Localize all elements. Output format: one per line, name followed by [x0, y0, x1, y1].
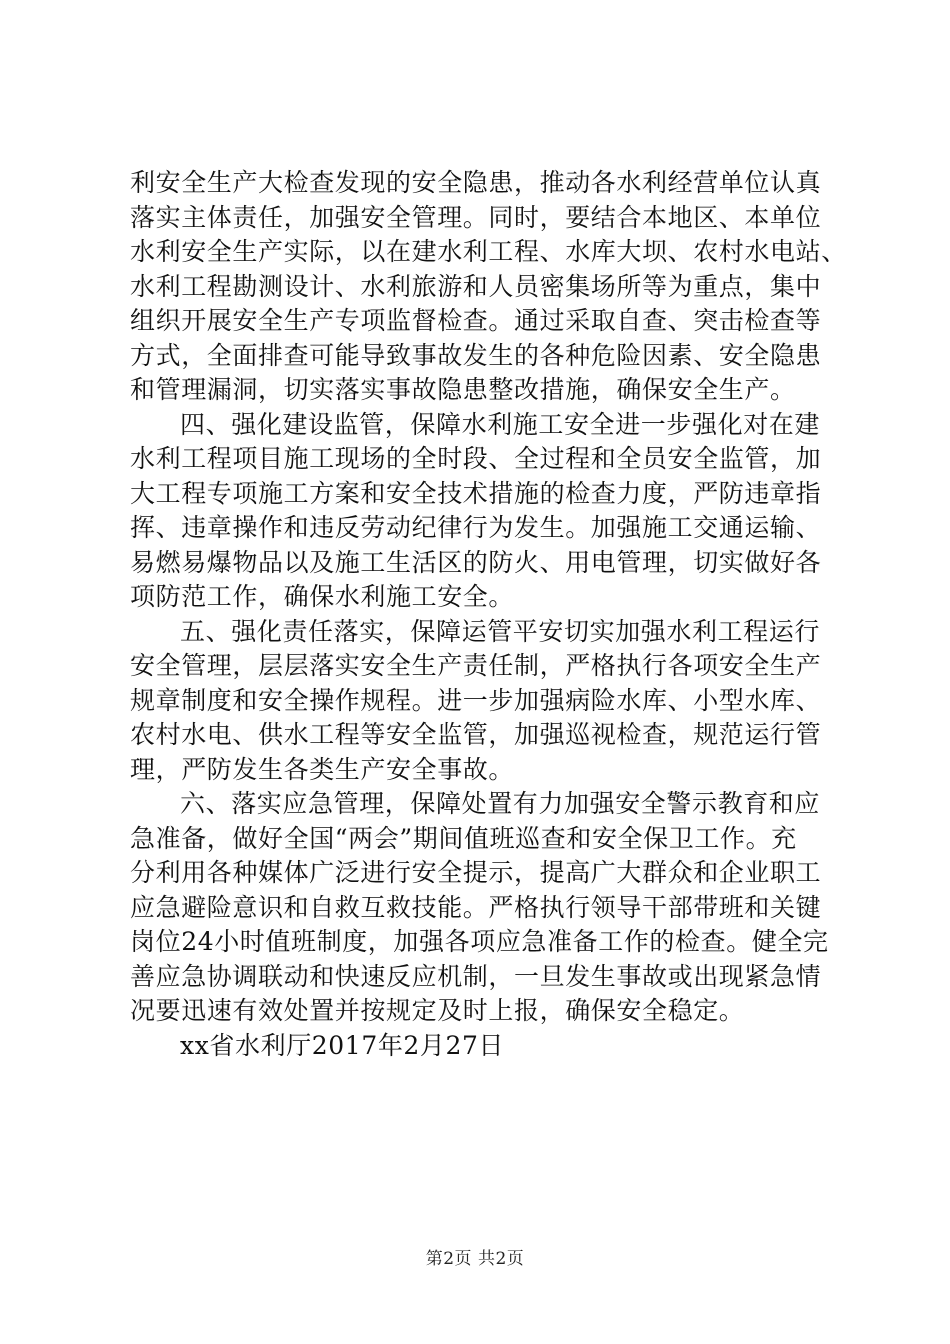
body-line: 况要迅速有效处置并按规定及时上报，确保安全稳定。 — [130, 996, 745, 1025]
body-line: 理，严防发生各类生产安全事故。 — [130, 754, 515, 784]
body-line: 组织开展安全生产专项监督检查。通过采取自查、突击检查等 — [130, 306, 822, 335]
body-line: 规章制度和安全操作规程。进一步加强病险水库、小型水库、 — [130, 685, 822, 715]
body-line: 水利工程勘测设计、水利旅游和人员密集场所等为重点，集中 — [130, 271, 822, 301]
body-line: 善应急协调联动和快速反应机制，一旦发生事故或出现紧急情 — [130, 961, 822, 991]
body-line: 挥、违章操作和违反劳动纪律行为发生。加强施工交通运输、 — [130, 513, 822, 542]
body-line: 应急避险意识和自救互救技能。严格执行领导干部带班和关键 — [130, 892, 822, 922]
body-line: 落实主体责任，加强安全管理。同时，要结合本地区、本单位 — [130, 202, 822, 232]
section-five-heading-line: 五、强化责任落实，保障运管平安切实加强水利工程运行 — [180, 616, 821, 646]
signature-date-line: xx省水利厅2017年2月27日 — [180, 1030, 505, 1060]
body-line: 水利安全生产实际，以在建水利工程、水库大坝、农村水电站、 — [130, 237, 847, 266]
body-line: 岗位24小时值班制度，加强各项应急准备工作的检查。健全完 — [130, 927, 829, 956]
body-line: 安全管理，层层落实安全生产责任制，严格执行各项安全生产 — [130, 651, 822, 680]
page-number-footer: 第2页 共2页 — [425, 1249, 525, 1269]
body-line: 和管理漏洞，切实落实事故隐患整改措施，确保安全生产。 — [130, 375, 796, 404]
section-four-heading-line: 四、强化建设监管，保障水利施工安全进一步强化对在建 — [180, 409, 821, 439]
body-line: 急准备，做好全国“两会”期间值班巡查和安全保卫工作。充 — [130, 823, 797, 853]
body-line: 项防范工作，确保水利施工安全。 — [130, 582, 515, 611]
body-line: 农村水电、供水工程等安全监管，加强巡视检查，规范运行管 — [130, 720, 822, 749]
body-line: 分利用各种媒体广泛进行安全提示，提高广大群众和企业职工 — [130, 858, 822, 887]
section-six-heading-line: 六、落实应急管理，保障处置有力加强安全警示教育和应 — [180, 789, 821, 818]
body-line: 大工程专项施工方案和安全技术措施的检查力度，严防违章指 — [130, 478, 822, 508]
body-line: 水利工程项目施工现场的全时段、全过程和全员安全监管，加 — [130, 444, 822, 473]
body-line: 方式，全面排查可能导致事故发生的各种危险因素、安全隐患 — [130, 340, 822, 370]
body-line: 易燃易爆物品以及施工生活区的防火、用电管理，切实做好各 — [130, 547, 822, 577]
document-body — [130, 166, 847, 1063]
body-line: 利安全生产大检查发现的安全隐患，推动各水利经营单位认真 — [130, 168, 822, 197]
